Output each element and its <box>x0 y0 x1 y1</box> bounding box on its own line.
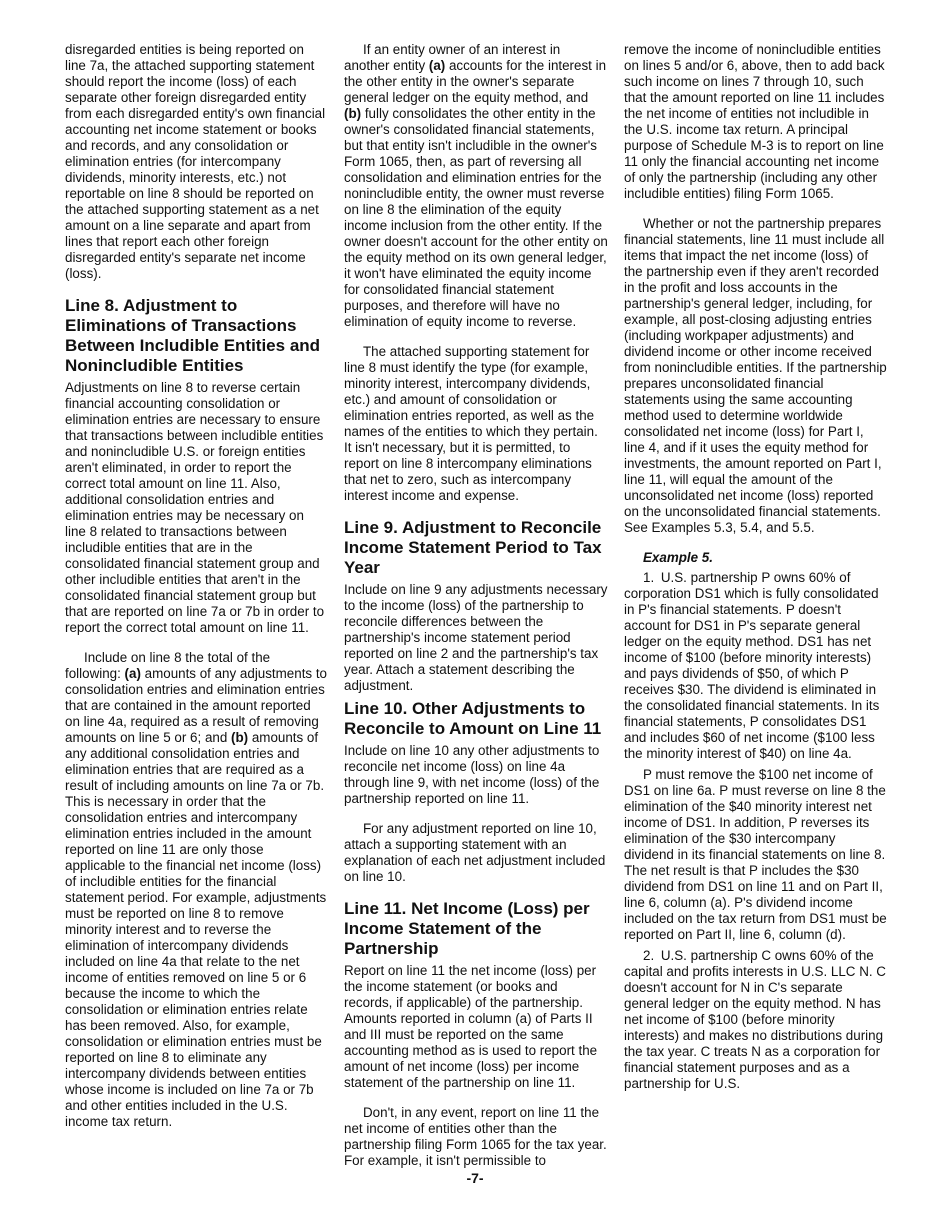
bold-marker: (b) <box>344 106 362 121</box>
paragraph: P must remove the $100 net income of DS1 on line 6a. P must reverse on line 8 the elimination of the $40 minority interest net income of DS1. In addition, P reverses its elimination of the $30 intercompany dividend in its financial statements on line 8. The net result is that P includes the $30 dividend from DS1 on line 11 and on Part II, line 6, column (a). P's dividend income included on the tax return from DS1 must be reported on Part II, line 6, column (d). <box>624 767 887 942</box>
text: Include on line 8 the total of the following: <box>65 650 271 681</box>
text: accounts for the interest in the other entity in the owner's separate general ledger on the equity method, and <box>344 58 607 105</box>
paragraph: disregarded entities is being reported on line 7a, the attached supporting statement should report the income (loss) of each separate other foreign disregarded entity from each disregarded entity's own financial accounting net income statement or books and records, and any consolidation or elimination entries (for intercompany dividends, minority interests, etc.) not reportable on line 8 should be reported on the attached supporting statement as a net amount on a line separate and apart from lines that report each other foreign disregarded entity's separate net income (loss). <box>65 42 326 281</box>
column-middle <box>344 42 608 1183</box>
paragraph: Include on line 9 any adjustments necessary to the income (loss) of the partnership to reconcile differences between the partnership's income statement period reported on line 2 and the partnership's tax year. Attach a statement describing the adjustment. <box>344 582 608 693</box>
paragraph: Whether or not the partnership prepares financial statements, line 11 must include all items that impact the net income (loss) of the partnership even if they aren't recorded in the profit and loss accounts in the partnership's general ledger, including, for example, all post-closing adjusting entries (including workpaper adjustments) and dividend income or other income received from nonincludible entities. If the partnership prepares unconsolidated financial statements using the same accounting method used to determine worldwide consolidated net income (loss) for Part I, line 4, and if it uses the equity method for investments, the amount reported on Part I, line 11, will equal the amount of the unconsolidated net income (loss) reported on the unconsolidated financial statements. See Examples 5.3, 5.4, and 5.5. <box>624 216 887 535</box>
text: If an entity owner of an interest in another entity <box>344 42 561 73</box>
paragraph: Include on line 10 any other adjustments to reconcile net income (loss) on line 4a through line 9, with net income (loss) of the partnership reported on line 11. <box>344 743 600 806</box>
section-heading-line-8: Line 8. Adjustment to Eliminations of Transactions Between Includible Entities and Nonincludible Entities <box>65 296 321 375</box>
paragraph: Adjustments on line 8 to reverse certain financial accounting consolidation or elimination entries are necessary to ensure that transactions between includible entities and nonincludible U.S. or foreign entities aren't eliminated, in order to report the correct total amount on line 11. Also, additional consolidation entries and elimination entries may be necessary on line 8 related to transactions between includible entities that are in the consolidated financial statement group and other includible entities that aren't in the consolidated financial statement group but that are reported on line 7a or 7b in order to report the correct total amount on line 11. <box>65 380 325 635</box>
text: fully consolidates the other entity in the owner's consolidated financial statements, but that entity isn't includible in the owner's Form 1065, then, as part of reversing all consolidation and elimination entries for the nonincludible entity, the owner must reverse on line 8 the elimination of the equity income inclusion from the other entity. If the owner doesn't account for the other entity on the equity method on its own general ledger, it won't have eliminated the equity income for consolidated financial statement purposes, and therefore will have no elimination of equity income to reverse. <box>344 106 608 329</box>
bold-marker: (a) <box>428 58 446 73</box>
paragraph: Don't, in any event, report on line 11 the net income of entities other than the partnership filing Form 1065 for the tax year. For example, it isn't permissible to <box>344 1105 607 1168</box>
paragraph: 1. U.S. partnership P owns 60% of corporation DS1 which is fully consolidated in P's financial statements. P doesn't account for DS1 in P's separate general ledger on the equity method. DS1 has net income of $100 (before minority interests) and pays dividends of $50, of which P receives $30. The dividend is eliminated in the consolidated financial statements. In its financial statements, P consolidates DS1 and includes $60 of net income ($100 less the minority interest of $40) on line 4a. <box>624 570 880 761</box>
paragraph: The attached supporting statement for line 8 must identify the type (for example, minority interest, intercompany dividends, etc.) and amount of consolidation or elimination entries reported, as well as the names of the entities to which they pertain. It isn't necessary, but it is permitted, to report on line 8 intercompany eliminations that net to zero, such as intercompany interest income and expense. <box>344 344 598 503</box>
paragraph <box>65 650 327 1130</box>
column-left <box>65 42 327 1144</box>
paragraph: 2. U.S. partnership C owns 60% of the capital and profits interests in U.S. LLC N. C doesn't account for N in C's separate general ledger on the equity method. N has net income of $100 (before minority interests) and makes no distributions during the tax year. C treats N as a corporation for financial statement purposes and as a partnership for U.S. <box>624 948 886 1091</box>
paragraph: For any adjustment reported on line 10, attach a supporting statement with an explanation of each net adjustment included on line 10. <box>344 821 606 884</box>
page-number: -7- <box>466 1170 484 1186</box>
section-heading-line-9: Line 9. Adjustment to Reconcile Income Statement Period to Tax Year <box>344 518 602 577</box>
bold-marker: (a) <box>124 666 141 681</box>
text: amounts of any adjustments to consolidation entries and elimination entries that are contained in the amount reported on line 4a, required as a result of removing amounts on line 5 or 6; and <box>65 666 328 745</box>
text: amounts of any additional consolidation entries and elimination entries that are required as a result of including amounts on line 7a or 7b. This is necessary in order that the consolidation entries and intercompany elimination entries included in the amount reported on line 11 are only those applicable to the financial net income (loss) of includible entities for the financial statement period. For example, adjustments must be reported on line 8 to remove minority interest and to reverse the elimination of intercompany dividends included on line 4a that relate to the net income of entities removed on line 5 or 6 because the income to which the consolidation or elimination entries relate has been removed. Also, for example, consolidation or elimination entries must be reported on line 8 to eliminate any intercompany dividends between entities whose income is included on line 7a or 7b and other entities included in the U.S. income tax return. <box>65 730 327 1129</box>
column-right <box>624 42 888 1097</box>
paragraph: remove the income of nonincludible entities on lines 5 and/or 6, above, then to add back such income on lines 7 through 10, such that the amount reported on line 11 includes the net income of entities not includible in the U.S. income tax return. A principal purpose of Schedule M-3 is to report on line 11 only the financial accounting net income of only the partnership (including any other includible entities) filing Form 1065. <box>624 42 885 201</box>
paragraph: Report on line 11 the net income (loss) per the income statement (or books and records, if applicable) of the partnership. Amounts reported in column (a) of Parts II and III must be reported on the same accounting method as is used to report the amount of net income (loss) per income statement of the partnership on line 11. <box>344 963 598 1090</box>
section-heading-line-11: Line 11. Net Income (Loss) per Income Statement of the Partnership <box>344 899 590 958</box>
bold-marker: (b) <box>231 730 249 745</box>
section-heading-line-10: Line 10. Other Adjustments to Reconcile to Amount on Line 11 <box>344 699 602 738</box>
paragraph <box>344 42 608 330</box>
example-heading: Example 5. <box>643 550 713 565</box>
